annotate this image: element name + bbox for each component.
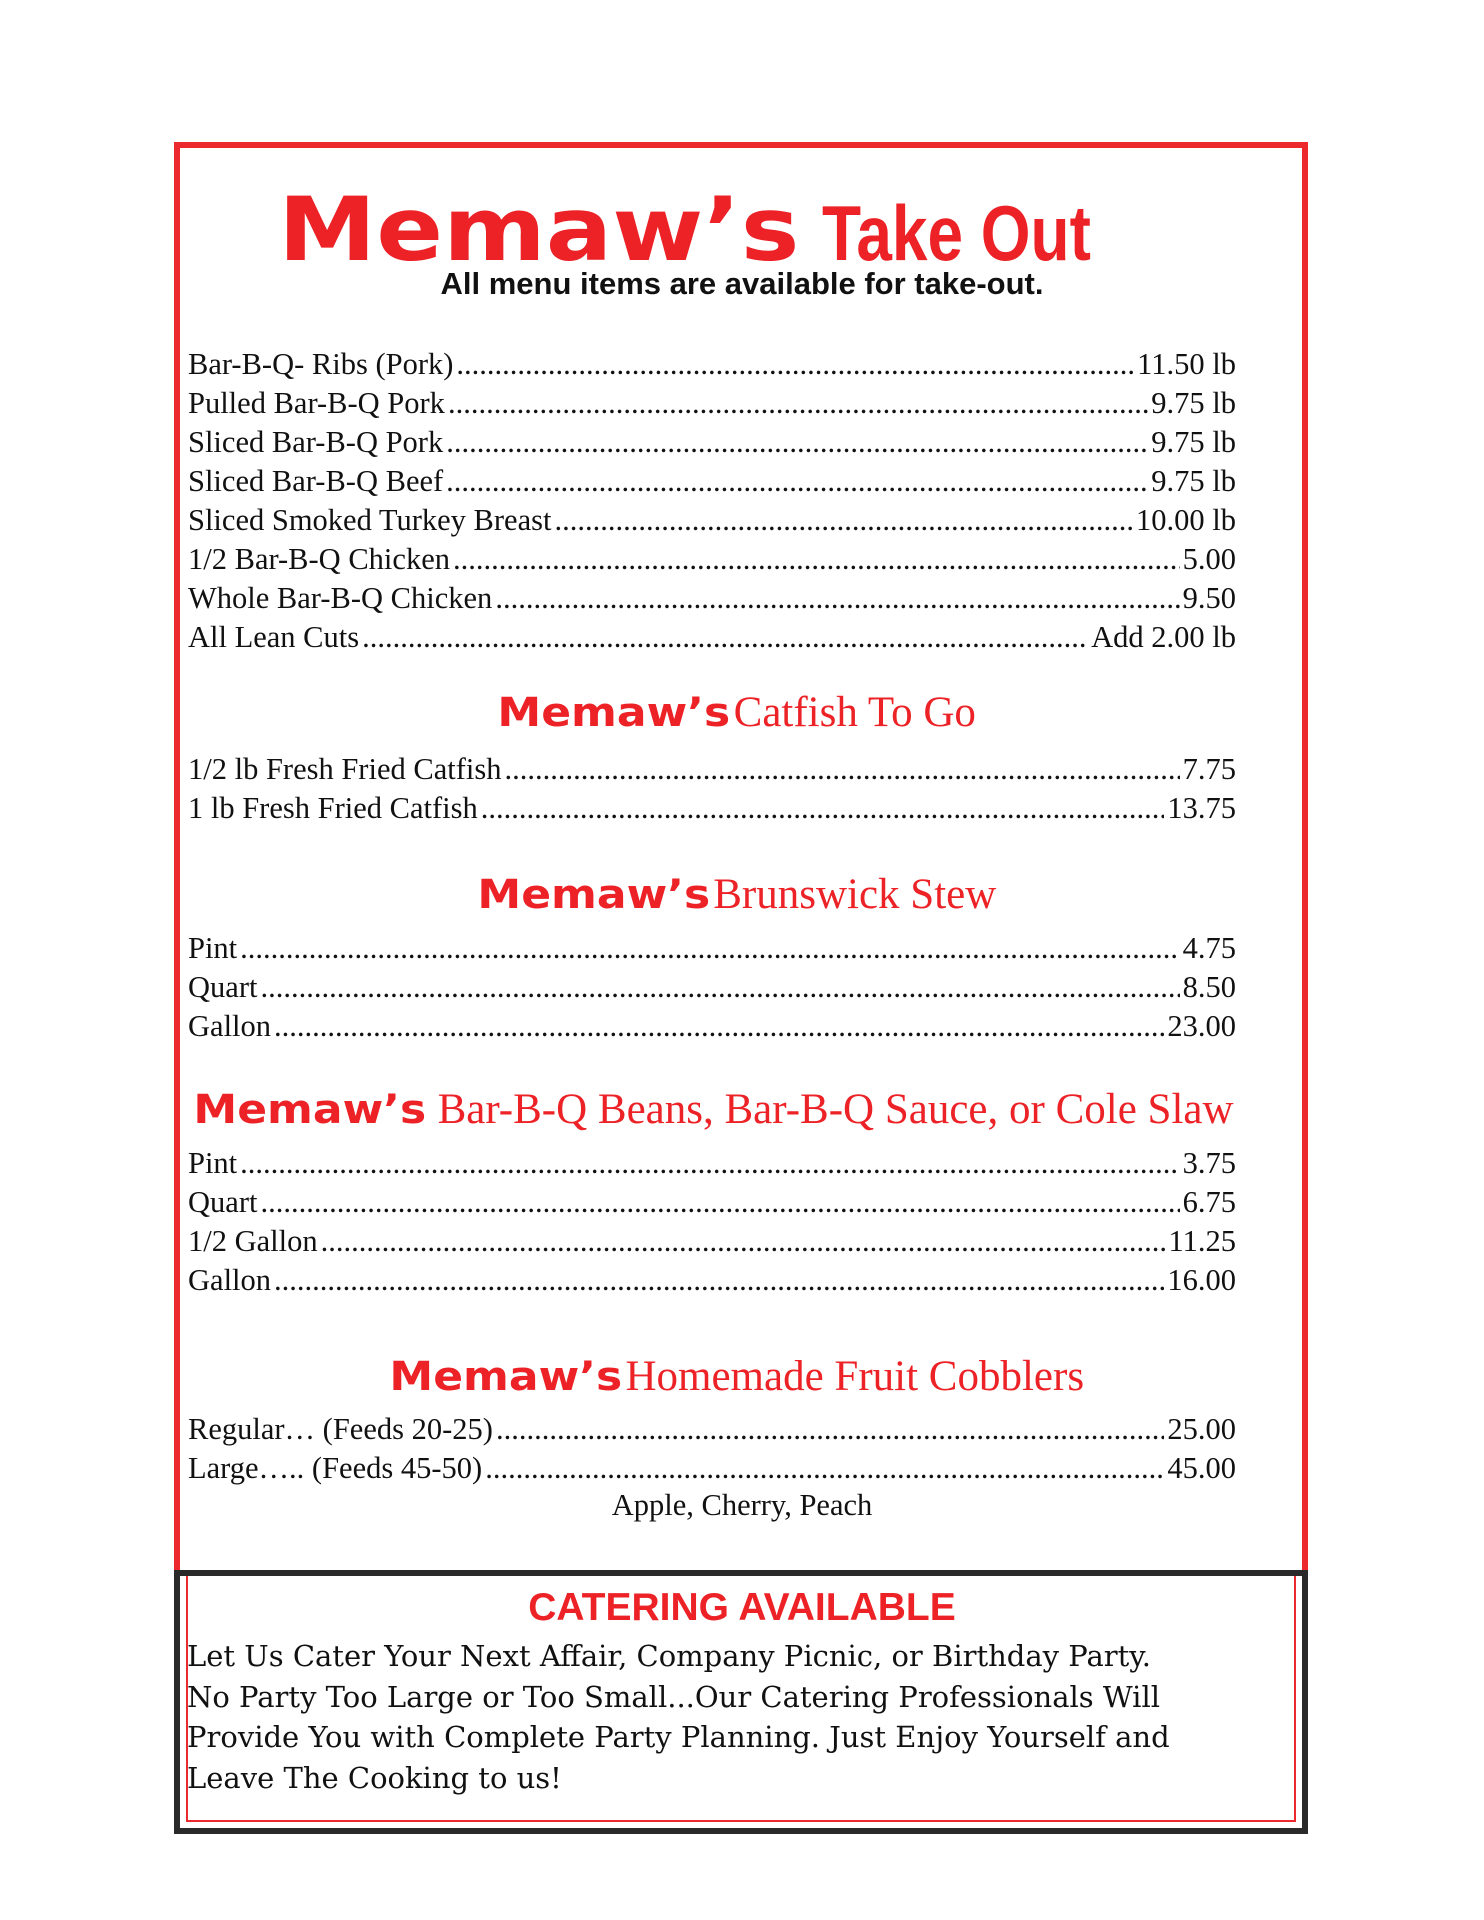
section-heading-cobblers: Memaw’sHomemade Fruit Cobblers: [389, 1353, 1085, 1400]
menu-item: Gallon ..... 16.00: [188, 1263, 1236, 1302]
menu-item: Gallon ..... 23.00: [188, 1009, 1236, 1048]
menu-item: Quart ..... 8.50: [188, 970, 1236, 1009]
menu-item: Pint ..... 4.75: [188, 931, 1236, 970]
title-take-out: Take Out: [821, 189, 1091, 277]
catfish-item-list: [188, 752, 1236, 830]
catering-line: Provide You with Complete Party Planning. Just Enjoy Yourself and: [187, 1720, 1170, 1754]
menu-item: 1 lb Fresh Fried Catfish ..... 13.75: [188, 791, 1236, 830]
menu-item: Pulled Bar-B-Q Pork ..... 9.75 lb: [188, 386, 1236, 425]
sides-item-list: [188, 1146, 1236, 1302]
catering-line: No Party Too Large or Too Small...Our Catering Professionals Will: [187, 1679, 1161, 1714]
stew-item-list: [188, 931, 1236, 1048]
menu-item: Sliced Bar-B-Q Beef ..... 9.75 lb: [188, 464, 1236, 503]
bbq-item-list: [188, 347, 1236, 659]
menu-item: Large….. (Feeds 45-50) ..... 45.00: [188, 1451, 1236, 1490]
menu-item: 1/2 Bar-B-Q Chicken ..... 5.00: [188, 542, 1236, 581]
menu-item: All Lean Cuts ..... Add 2.00 lb: [188, 620, 1236, 659]
menu-item: Pint ..... 3.75: [188, 1146, 1236, 1185]
catering-title: CATERING AVAILABLE: [528, 1586, 956, 1629]
cobbler-flavors: Apple, Cherry, Peach: [611, 1488, 873, 1522]
section-heading-sides: Memaw’s Bar-B-Q Beans, Bar-B-Q Sauce, or Cole Slaw: [193, 1086, 1234, 1133]
title-brand: Memaw’s: [278, 178, 800, 281]
menu-item: Whole Bar-B-Q Chicken ..... 9.50: [188, 581, 1236, 620]
menu-item: Sliced Bar-B-Q Pork ..... 9.75 lb: [188, 425, 1236, 464]
menu-item: Regular… (Feeds 20-25) ..... 25.00: [188, 1412, 1236, 1451]
menu-item: Quart ..... 6.75: [188, 1185, 1236, 1224]
catering-text: [187, 1636, 1297, 1798]
page-subtitle: All menu items are available for take-out.: [440, 266, 1044, 301]
catering-line: Leave The Cooking to us!: [187, 1760, 562, 1795]
catering-line: Let Us Cater Your Next Affair, Company Picnic, or Birthday Party.: [187, 1639, 1152, 1673]
section-heading-stew: Memaw’sBrunswick Stew: [477, 871, 997, 918]
menu-item: Bar-B-Q- Ribs (Pork) ..... 11.50 lb: [188, 347, 1236, 386]
section-heading-catfish: Memaw’sCatfish To Go: [497, 689, 976, 736]
menu-item: 1/2 Gallon ..... 11.25: [188, 1224, 1236, 1263]
cobblers-item-list: [188, 1412, 1236, 1490]
menu-item: Sliced Smoked Turkey Breast ..... 10.00 lb: [188, 503, 1236, 542]
menu-item: 1/2 lb Fresh Fried Catfish ..... 7.75: [188, 752, 1236, 791]
